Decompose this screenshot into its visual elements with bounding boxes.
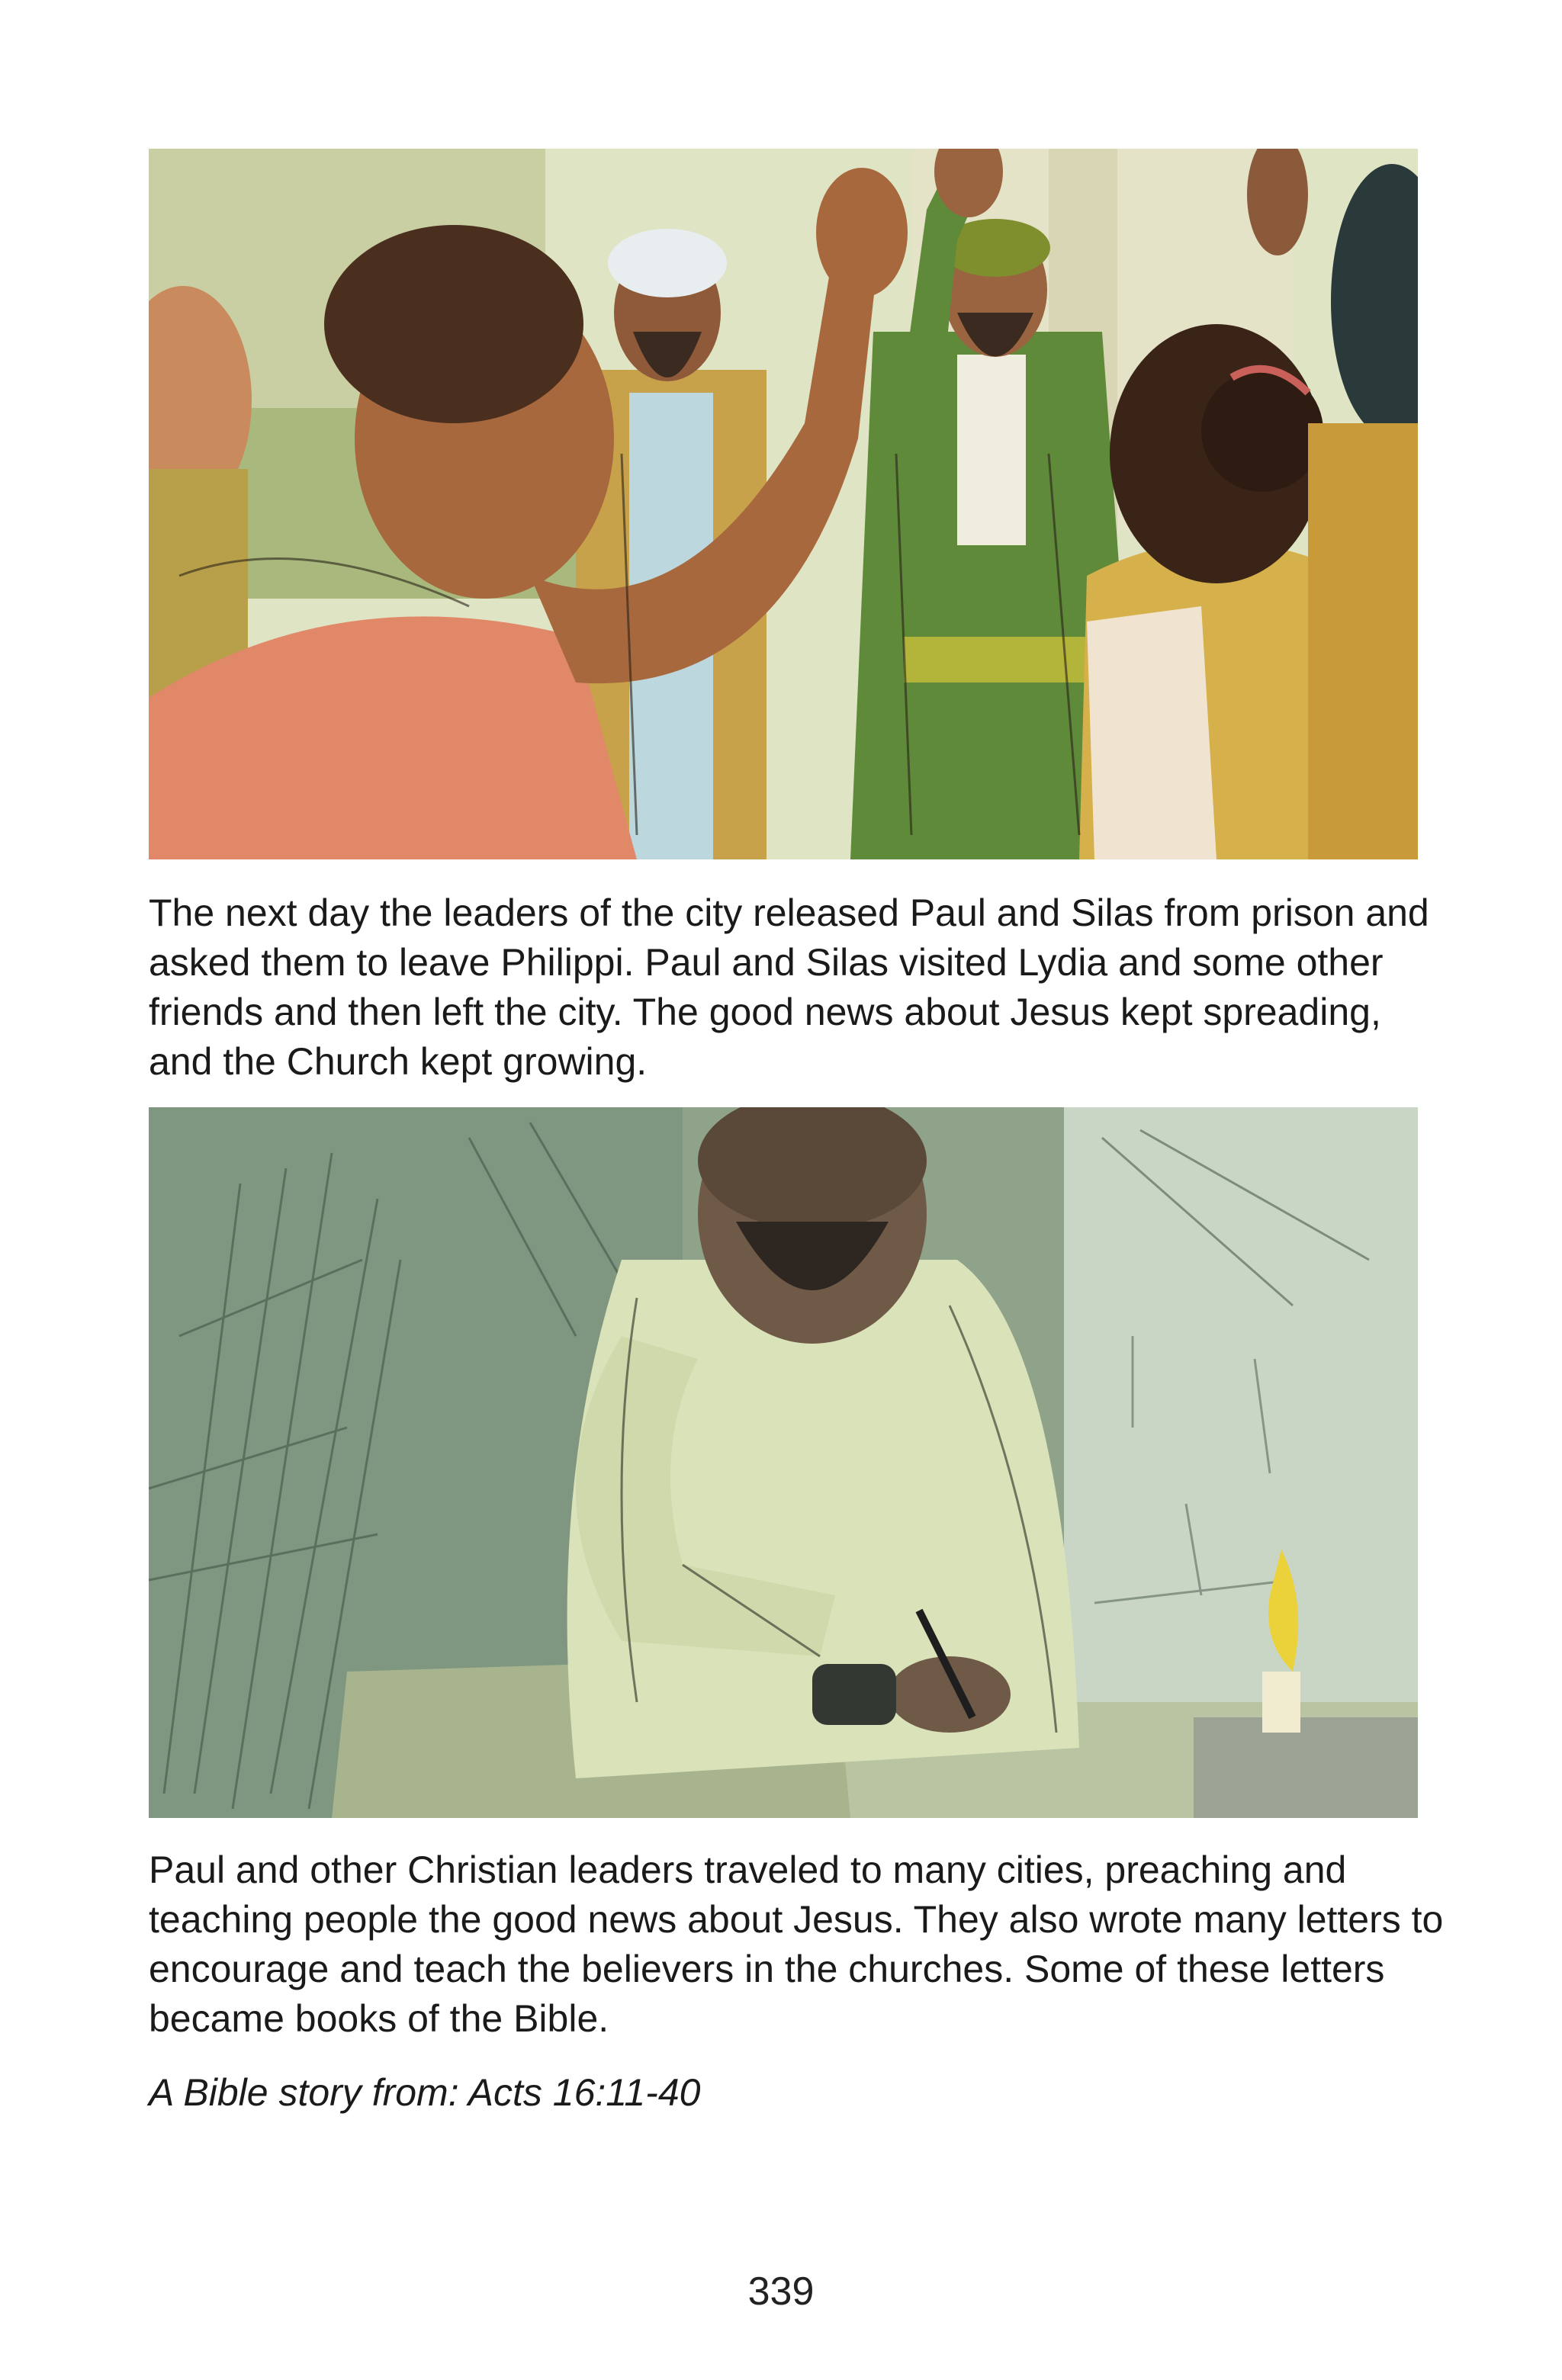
paul-writing-letter-illustration <box>149 1107 1418 1818</box>
scripture-source: A Bible story from: Acts 16:11-40 <box>149 2071 701 2114</box>
paul-silas-farewell-illustration <box>149 149 1418 859</box>
story-paragraph: The next day the leaders of the city released Paul and Silas from prison and asked them to leave Philippi. Paul and Silas visited Lydia and some other friends and then left the city. The good news about Jesus kept spreading, and the Church kept growing. <box>149 891 1429 1083</box>
page-number: 339 <box>747 2269 815 2314</box>
story-paragraph: Paul and other Christian leaders traveled to many cities, preaching and teaching people the good news about Jesus. They also wrote many letters to encourage and teach the believers in the churches. Some of these letters became books of the Bible. <box>149 1848 1444 2040</box>
